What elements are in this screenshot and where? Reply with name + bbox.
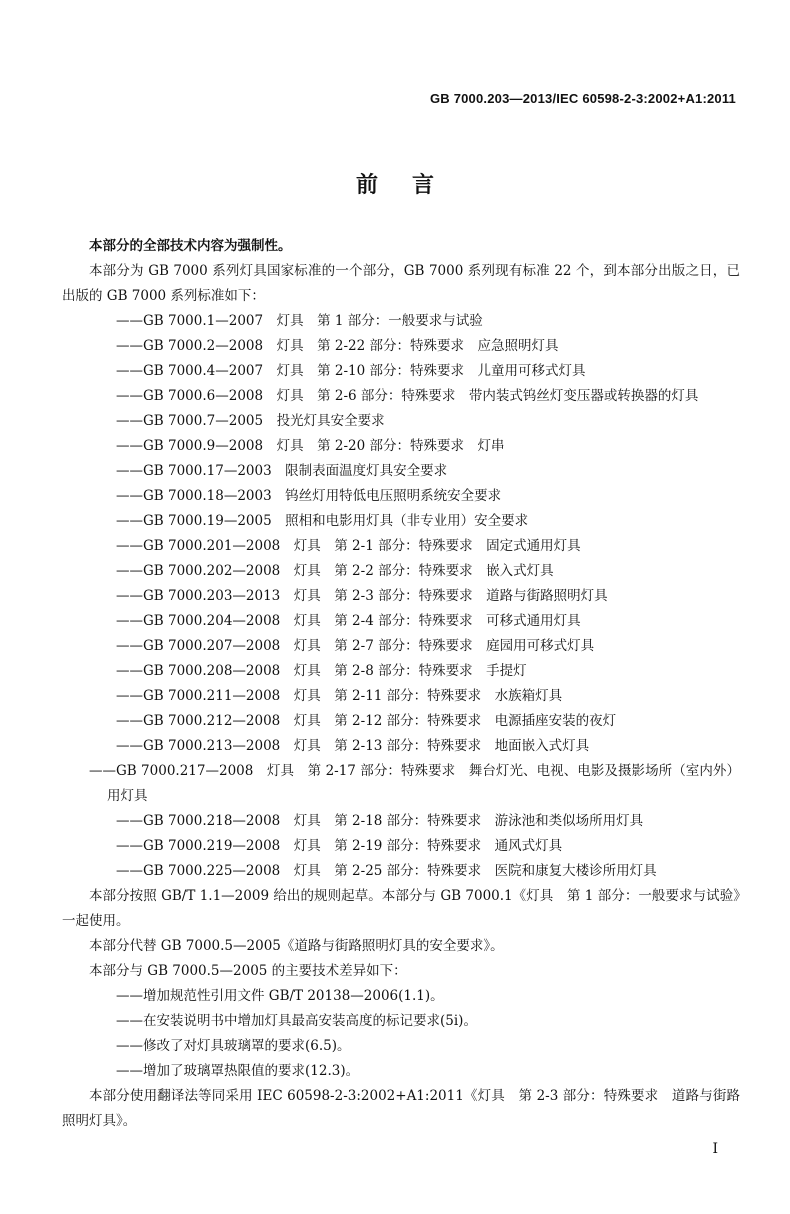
list-item: ——GB 7000.201—2008 灯具 第 2-1 部分：特殊要求 固定式通用灯具	[116, 538, 581, 554]
differences-list	[62, 984, 740, 1084]
list-item: ——GB 7000.19—2005 照相和电影用灯具（非专业用）安全要求	[116, 513, 529, 529]
list-item: ——GB 7000.7—2005 投光灯具安全要求	[116, 413, 385, 429]
paragraph-adoption: 本部分使用翻译法等同采用 IEC 60598-2-3:2002+A1:2011《灯具 第 2-3 部分：特殊要求 道路与街路照明灯具》。	[62, 1088, 740, 1129]
list-item: ——GB 7000.213—2008 灯具 第 2-13 部分：特殊要求 地面嵌入式灯具	[116, 738, 590, 754]
list-item: ——GB 7000.17—2003 限制表面温度灯具安全要求	[116, 463, 448, 479]
list-item: ——GB 7000.1—2007 灯具 第 1 部分：一般要求与试验	[116, 313, 483, 329]
list-item: ——GB 7000.4—2007 灯具 第 2-10 部分：特殊要求 儿童用可移式灯具	[116, 363, 586, 379]
list-item: ——GB 7000.203—2013 灯具 第 2-3 部分：特殊要求 道路与街路照明灯具	[116, 588, 608, 604]
list-item: ——GB 7000.208—2008 灯具 第 2-8 部分：特殊要求 手提灯	[116, 663, 527, 679]
page-header-code: GB 7000.203—2013/IEC 60598-2-3:2002+A1:2011	[429, 91, 736, 106]
list-item: ——GB 7000.218—2008 灯具 第 2-18 部分：特殊要求 游泳池和类似场所用灯具	[116, 813, 644, 829]
list-item: ——GB 7000.202—2008 灯具 第 2-2 部分：特殊要求 嵌入式灯具	[116, 563, 554, 579]
list-item: ——GB 7000.204—2008 灯具 第 2-4 部分：特殊要求 可移式通用灯具	[116, 613, 581, 629]
list-item: ——修改了对灯具玻璃罩的要求(6.5)。	[116, 1038, 351, 1054]
list-item: ——在安装说明书中增加灯具最高安装高度的标记要求(5i)。	[116, 1013, 477, 1029]
list-item: ——增加了玻璃罩热限值的要求(12.3)。	[116, 1063, 360, 1079]
list-item: ——GB 7000.2—2008 灯具 第 2-22 部分：特殊要求 应急照明灯具	[116, 338, 559, 354]
list-item: ——GB 7000.18—2003 钨丝灯用特低电压照明系统安全要求	[116, 488, 502, 504]
paragraph-drafting-rules: 本部分按照 GB/T 1.1—2009 给出的规则起草。本部分与 GB 7000.1《灯具 第 1 部分：一般要求与试验》一起使用。	[62, 888, 740, 929]
list-item: ——GB 7000.212—2008 灯具 第 2-12 部分：特殊要求 电源插座安装的夜灯	[116, 713, 617, 729]
paragraph-mandatory: 本部分的全部技术内容为强制性。	[89, 238, 292, 254]
page-number: I	[712, 1141, 718, 1157]
list-item: ——增加规范性引用文件 GB/T 20138—2006(1.1)。	[116, 988, 444, 1004]
standards-list	[62, 309, 740, 884]
list-item: ——GB 7000.225—2008 灯具 第 2-25 部分：特殊要求 医院和康复大楼诊所用灯具	[116, 863, 657, 879]
list-item: ——GB 7000.6—2008 灯具 第 2-6 部分：特殊要求 带内装式钨丝灯变压器或转换器的灯具	[116, 388, 699, 404]
paragraph-replaces: 本部分代替 GB 7000.5—2005《道路与街路照明灯具的安全要求》。	[89, 938, 504, 954]
page-title: 前言	[355, 173, 468, 198]
document-body	[62, 234, 740, 1134]
list-item: ——GB 7000.9—2008 灯具 第 2-20 部分：特殊要求 灯串	[116, 438, 505, 454]
paragraph-series-intro: 本部分为 GB 7000 系列灯具国家标准的一个部分，GB 7000 系列现有标准 22 个，到本部分出版之日，已出版的 GB 7000 系列标准如下：	[62, 263, 740, 304]
list-item: ——GB 7000.211—2008 灯具 第 2-11 部分：特殊要求 水族箱灯具	[116, 688, 563, 704]
paragraph-differences-intro: 本部分与 GB 7000.5—2005 的主要技术差异如下：	[89, 963, 407, 979]
list-item: ——GB 7000.219—2008 灯具 第 2-19 部分：特殊要求 通风式灯具	[116, 838, 563, 854]
list-item: ——GB 7000.207—2008 灯具 第 2-7 部分：特殊要求 庭园用可移式灯具	[116, 638, 595, 654]
list-item: ——GB 7000.217—2008 灯具 第 2-17 部分：特殊要求 舞台灯光、电视、电影及摄影场所（室内外）用灯具	[89, 763, 740, 804]
